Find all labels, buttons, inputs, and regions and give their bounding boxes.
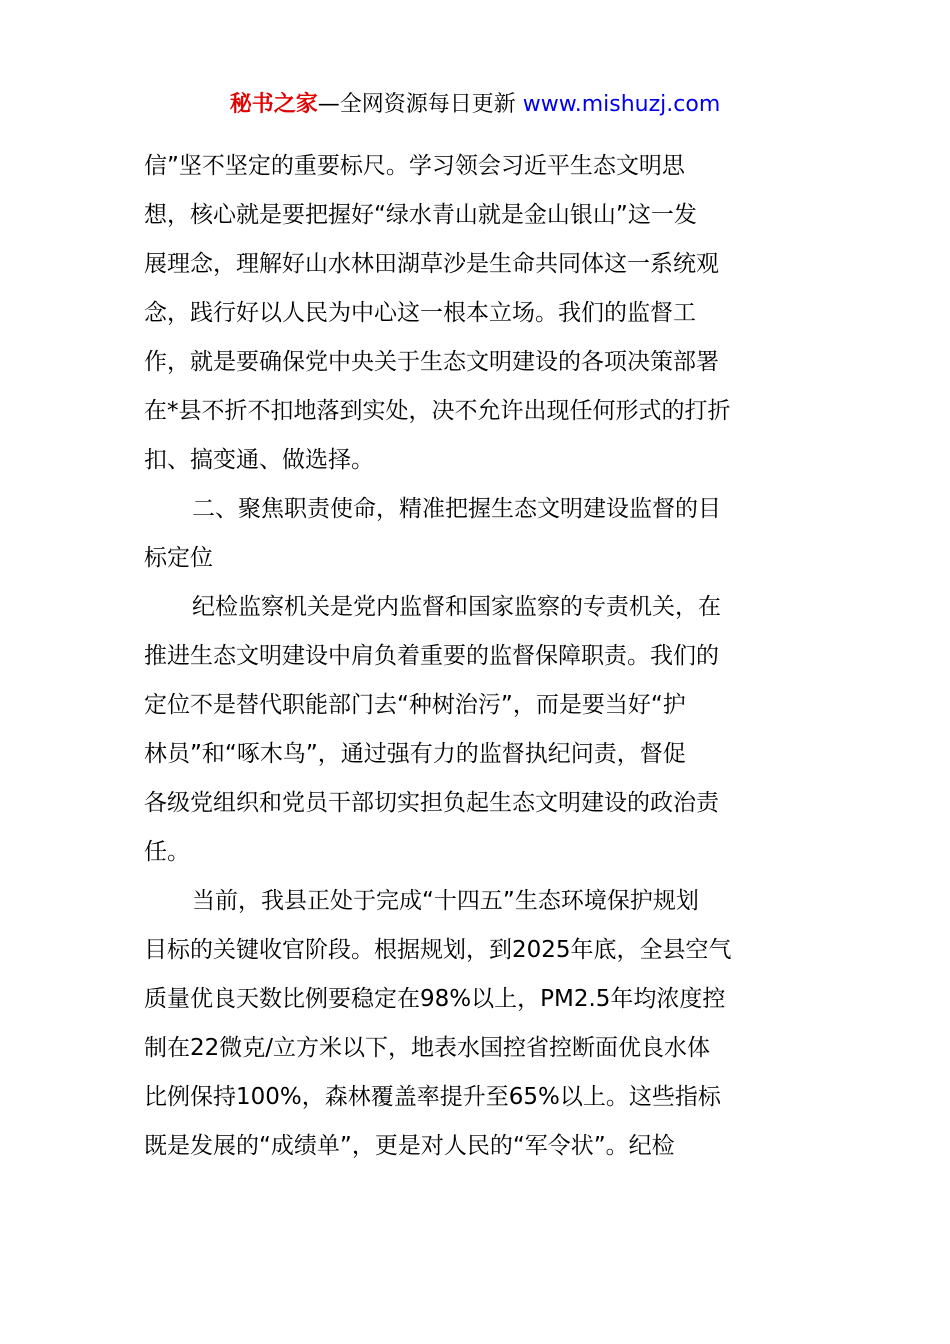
- site-url-link[interactable]: www.mishuzj.com: [522, 92, 721, 117]
- text-line: 任。: [144, 839, 190, 865]
- text-line: 在*县不折不扣地落到实处，决不允许出现任何形式的打折: [144, 398, 731, 424]
- text-line: 制在22微克/立方米以下，地表水国控省控断面优良水体: [144, 1035, 711, 1061]
- text-line: 各级党组织和党员干部切实担负起生态文明建设的政治责: [144, 790, 719, 816]
- site-brand: 秘书之家: [229, 92, 318, 117]
- text-line: 念，践行好以人民为中心这一根本立场。我们的监督工: [144, 300, 696, 326]
- text-line: 质量优良天数比例要稳定在98%以上，PM2.5年均浓度控: [144, 986, 726, 1012]
- text-line: 定位不是替代职能部门去“种树治污”，而是要当好“护: [144, 692, 686, 718]
- text-line: 作，就是要确保党中央关于生态文明建设的各项决策部署: [144, 349, 719, 375]
- text-line: 比例保持100%，森林覆盖率提升至65%以上。这些指标: [144, 1084, 721, 1110]
- text-line: 推进生态文明建设中肩负着重要的监督保障职责。我们的: [144, 643, 719, 669]
- text-line: 扣、搞变通、做选择。: [144, 447, 374, 473]
- site-header: [0, 88, 950, 122]
- text-line: 目标的关键收官阶段。根据规划，到2025年底，全县空气: [144, 937, 732, 963]
- text-line: 既是发展的“成绩单”，更是对人民的“军令状”。纪检: [144, 1133, 675, 1159]
- section-heading-line: 标定位: [144, 545, 213, 571]
- text-line: 当前，我县正处于完成“十四五”生态环境保护规划: [192, 888, 699, 914]
- text-line: 展理念，理解好山水林田湖草沙是生命共同体这一系统观: [144, 251, 719, 277]
- site-tagline: —全网资源每日更新: [317, 92, 516, 117]
- section-heading-line: 二、聚焦职责使命，精准把握生态文明建设监督的目: [192, 496, 721, 522]
- text-line: 纪检监察机关是党内监督和国家监察的专责机关，在: [192, 594, 721, 620]
- text-line: 林员”和“啄木鸟”，通过强有力的监督执纪问责，督促: [144, 741, 686, 767]
- document-body: [144, 142, 806, 1171]
- text-line: 想，核心就是要把握好“绿水青山就是金山银山”这一发: [144, 202, 697, 228]
- text-line: 信”坚不坚定的重要标尺。学习领会习近平生态文明思: [144, 153, 685, 179]
